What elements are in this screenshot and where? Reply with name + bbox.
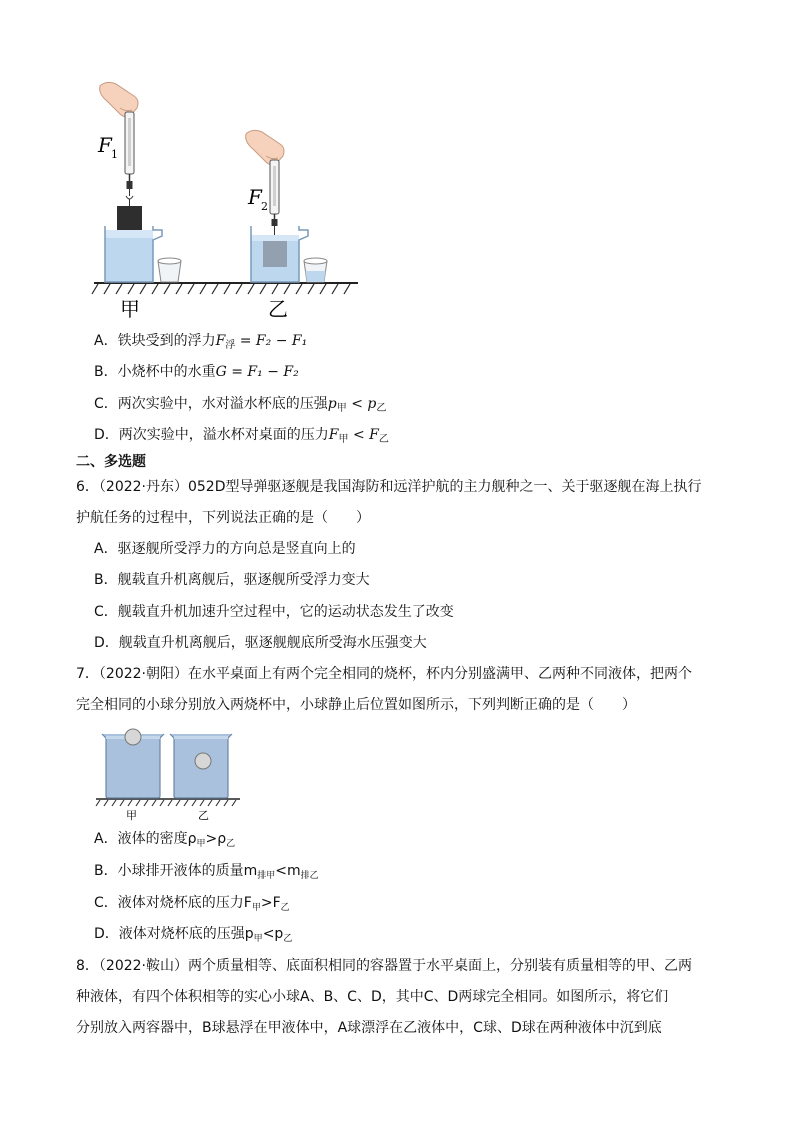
q5-option-c-rest: < p: [346, 396, 377, 412]
q6-option-a: A．驱逐舰所受浮力的方向总是竖直向上的: [94, 541, 356, 557]
figure2-label-yi: 乙: [198, 809, 209, 822]
ball-jia: [125, 729, 141, 745]
spring-scale-left: [125, 112, 134, 199]
overflow-beaker-left: [105, 226, 162, 282]
q5-option-a-rest: = F₂ − F₁: [235, 333, 308, 349]
q5-option-b-text: B．小烧杯中的水重: [94, 364, 216, 380]
q5-option-d-sub: 甲: [338, 434, 349, 445]
q7-option-c-sub1: 甲: [251, 903, 261, 913]
q7-option-a-text: A．液体的密度ρ: [94, 831, 197, 847]
force-label-f1-sub: 1: [111, 148, 118, 161]
force-label-f2-sub: 2: [261, 200, 268, 213]
q7-option-c-sub2: 乙: [280, 903, 290, 913]
q5-option-d-rest: < F: [348, 427, 379, 443]
q5-option-c-sub2: 乙: [376, 403, 387, 414]
q6-option-c: C．舰载直升机加速升空过程中，它的运动状态发生了改变: [94, 604, 454, 620]
q7-option-b-sub2: 排乙: [300, 871, 319, 881]
spring-scale-right: [270, 160, 279, 241]
q5-option-a: [94, 331, 307, 356]
q5-option-a-sub: 浮: [225, 340, 236, 351]
figure2-label-jia: 甲: [126, 809, 137, 822]
q7-option-d: [94, 924, 292, 949]
q7-option-c: [94, 893, 290, 918]
q7-option-b-text: B．小球排开液体的质量m: [94, 863, 258, 879]
q5-option-b-math: G: [215, 364, 227, 380]
beakers-figure: [94, 726, 244, 826]
q5-option-c-text: C．两次实验中，水对溢水杯底的压强: [94, 396, 328, 412]
q6-option-b: B．舰载直升机离舰后，驱逐舰所受浮力变大: [94, 572, 370, 588]
q7-option-d-text: D．液体对烧杯底的压强p: [94, 926, 254, 942]
q6-option-d: D．舰载直升机离舰后，驱逐舰舰底所受海水压强变大: [94, 635, 427, 651]
q7-stem-line2: 完全相同的小球分别放入两烧杯中，小球静止后位置如图所示，下列判断正确的是（ ）: [76, 697, 636, 713]
q5-option-d-sub2: 乙: [378, 434, 389, 445]
hand-icon-right: [246, 130, 284, 164]
q7-option-d-sub1: 甲: [253, 934, 263, 944]
q5-option-c-math: p: [327, 396, 337, 412]
iron-block-left: [117, 206, 142, 230]
q5-option-c: [94, 394, 386, 419]
q7-option-b: [94, 861, 319, 886]
q5-option-d-text: D．两次实验中，溢水杯对桌面的压力: [94, 427, 329, 443]
ball-yi: [195, 753, 211, 769]
q8-stem-line3: 分别放入两容器中，B球悬浮在甲液体中，A球漂浮在乙液体中，C球、D球在两种液体中沉到底: [76, 1020, 662, 1036]
small-cup-left: [158, 258, 181, 282]
overflow-beaker-right: [251, 226, 308, 282]
spring-scale-figure: [90, 78, 365, 318]
force-label-f2: F: [248, 185, 262, 209]
q7-option-b-mid: <m: [275, 863, 301, 879]
iron-block-right: [263, 241, 287, 267]
figure-label-yi: 乙: [268, 297, 288, 318]
section-heading: 二、多选题: [76, 454, 146, 470]
q7-option-c-mid: >F: [260, 895, 281, 911]
q7-option-c-text: C．液体对烧杯底的压力F: [94, 895, 252, 911]
q7-option-d-sub2: 乙: [283, 934, 293, 944]
q7-option-a-sub1: 甲: [196, 839, 206, 849]
q5-option-b-rest: = F₁ − F₂: [226, 364, 299, 380]
q5-option-b: [94, 362, 299, 382]
q7-stem-line1: 7．（2022·朝阳）在水平桌面上有两个完全相同的烧杯，杯内分别盛满甲、乙两种不同液体，把两个: [76, 666, 692, 682]
force-label-f1: F: [98, 133, 112, 157]
figure-label-jia: 甲: [120, 297, 140, 318]
q8-stem-line1: 8．（2022·鞍山）两个质量相等、底面积相同的容器置于水平桌面上，分别装有质量相等的甲、乙两: [76, 958, 692, 974]
q8-stem-line2: 种液体，有四个体积相等的实心小球A、B、C、D，其中C、D两球完全相同。如图所示，将它们: [76, 989, 669, 1005]
small-cup-right: [304, 258, 327, 282]
q5-option-a-text: A．铁块受到的浮力: [94, 333, 216, 349]
q7-option-a: [94, 829, 235, 854]
q5-option-a-math: F: [215, 333, 226, 349]
q7-option-d-mid: <p: [262, 926, 284, 942]
q6-stem-line1: 6．（2022·丹东）052D型导弹驱逐舰是我国海防和远洋护航的主力舰种之一、关于驱逐舰在海上执行: [76, 479, 702, 495]
q7-option-a-sub2: 乙: [226, 839, 236, 849]
q7-option-a-mid: >ρ: [205, 831, 227, 847]
q6-stem-line2: 护航任务的过程中，下列说法正确的是（ ）: [76, 510, 370, 526]
q7-option-b-sub1: 排甲: [257, 871, 276, 881]
q5-option-c-sub: 甲: [336, 403, 347, 414]
q5-option-d-math: F: [328, 427, 339, 443]
q5-option-d: [94, 425, 389, 450]
